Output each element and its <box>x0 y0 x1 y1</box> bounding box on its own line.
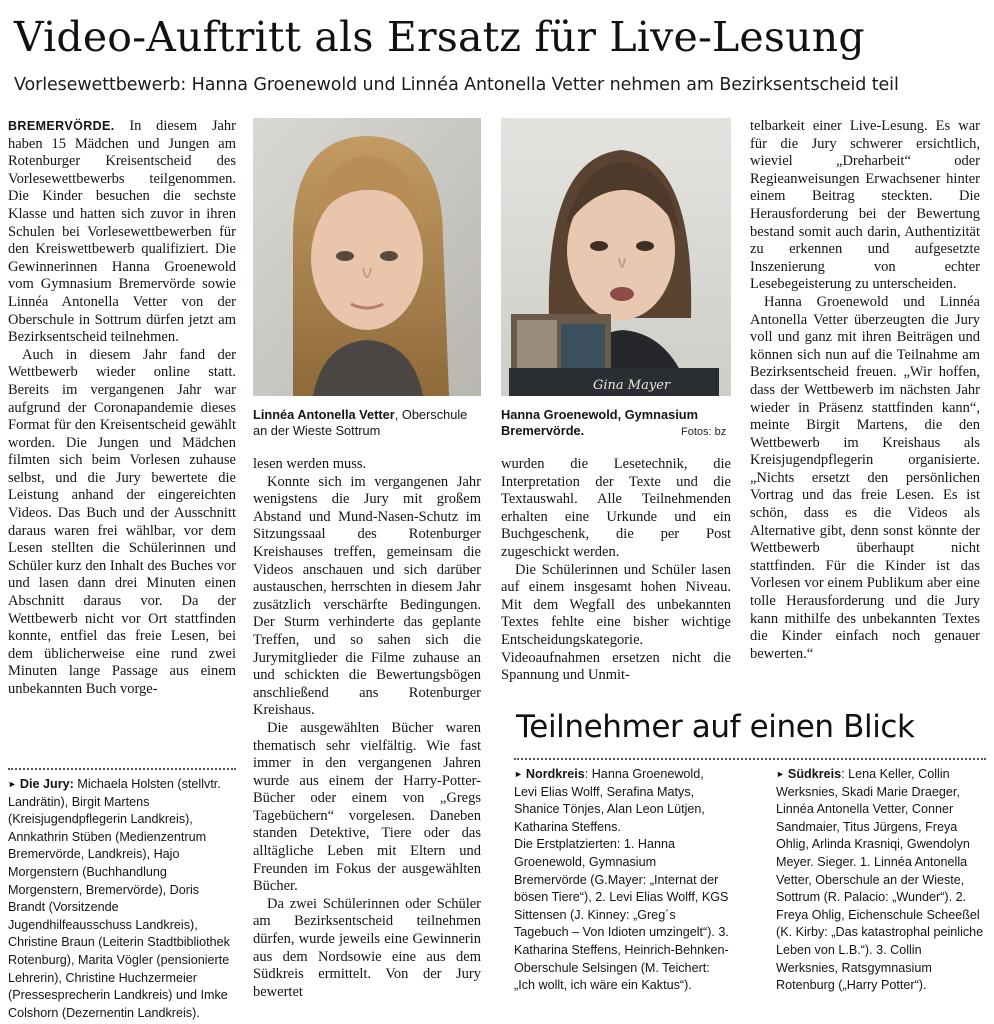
book-author-text: Gina Mayer <box>593 378 671 393</box>
paragraph: telbarkeit einer Live-Lesung. Es war für die Jury schwerer ersichtlich, wieviel „Dreharbeit“ oder Regieanweisungen Erwachsener hinter einem Beitrag steckten. Die Herausforderung bei der Bewertung bestand somit auch darin, Authentizität zu erkennen und aufgesetzte Inszenierung von echter Lesebegeisterung zu unterscheiden. <box>750 118 980 293</box>
article-column-3 <box>501 456 731 686</box>
photo-caption-left <box>253 407 481 439</box>
paragraph: Da zwei Schülerinnen oder Schüler am Bezirksentscheid teilnehmen dürfen, wurde jeweils eine Gewinnerin aus dem Nordsowie eine aus dem Südkreis ermittelt. Von der Jury bewertet <box>253 895 481 1000</box>
nordkreis-text: : Hanna Groenewold, Levi Elias Wolff, Serafina Matys, Shanice Tönjes, Alan Leon Lütjen, Katharina Steffens. <box>514 767 705 834</box>
photo-hanna-groenewold <box>501 118 731 396</box>
article-headline: Video-Auftritt als Ersatz für Live-Lesung <box>14 13 865 61</box>
paragraph: Auch in diesem Jahr fand der Wettbewerb wieder online statt. Bereits im vergangenen Jahr war aufgrund der Coronapandemie dieses Format für den Kreisentscheid gewählt worden. Die Jungen und Mädchen filmten sich beim Vorlesen zuhause selbst, und die Jury bewertete die Leistung anhand der eingereichten Videos. Das Buch und der Ausschnitt daraus waren frei wählbar, vor dem Lesen stellten die Schülerinnen und Schüler kurz den Inhalt des Buches vor und lasen dann drei Minuten einen Abschnitt daraus vor. Da der Wettbewerb nicht vor Ort stattfinden konnte, entfiel das freie Lesen, bei dem üblicherweise eine rund zwei Minuten lange Passage aus einem unbekannten Buch vorge- <box>8 346 236 697</box>
article-column-2 <box>253 456 481 1008</box>
caption-name: Hanna Groenewold <box>501 407 618 422</box>
paragraph <box>8 118 236 347</box>
paragraph: lesen werden muss. <box>253 456 367 472</box>
photo-credit: Fotos: bz <box>681 426 727 438</box>
jury-divider <box>8 768 236 770</box>
arrow-icon: ► <box>8 779 17 789</box>
participants-title: Teilnehmer auf einen Blick <box>516 709 915 745</box>
article-column-1 <box>8 118 236 750</box>
paragraph: Konnte sich im vergangenen Jahr wenigstens die Jury mit großem Abstand und Mund-Nasen-Schutz im Sitzungssaal des Rotenburger Kreishauses treffen, gemeinsam die Videos anschauen und sich darüber austauschen, herrschten in diesem Jahr zusätzlich verschärfte Bedingungen. Der Sturm verhinderte das geplante Treffen, und so sahen sich die Jurymitglieder die Filme zuhause an und schickten die Bewertungsbögen anschließend ans Rotenburger Kreishaus. <box>253 473 481 719</box>
paragraph: Die ausgewählten Bücher waren thematisch sehr vielfältig. Wie fast immer in den vergangenen Jahren wurde aus einem der Harry-Potter-Bücher oder einem von „Gregs Tagebüchern“ vorgelesen. Daneben standen Detektive, Tiere oder das alltägliche Leben mit Eltern und Freunden im Fokus der ausgewählten Bücher. <box>253 719 481 895</box>
participants-nordkreis <box>514 766 730 1012</box>
suedkreis-text: : Lena Keller, Collin Werksnies, Skadi Marie Draeger, Linnéa Antonella Vetter, Conner Sandmaier, Titus Jürgens, Freya Ohlig, Arlinda Krasniqi, Gwendolyn Meyer. Sieger. 1. Linnéa Antonella Vetter, Oberschule an der Wieste, Sottrum (R. Palacio: „Wunder“). 2. Freya Ohlig, Eichenschule Scheeßel (K. Kirby: „Das katastrophal peinliche Leben von L.B.“). 3. Collin Werksnies, Ratsgymnasium Rotenburg („Harry Potter“). <box>776 767 984 993</box>
paragraph: Hanna Groenewold und Linnéa Antonella Vetter überzeugten die Jury voll und ganz mit ihren Beiträgen und können sich nun auf die Teilnahme am Bezirksentscheid freuen. „Wir hoffen, dass der Wettbewerb im nächsten Jahr wieder in Präsenz stattfinden kann“, meinte Birgit Martens, die den Wettbewerb im Kreishaus als Kreisjugendpflegerin organisierte. „Nichts ersetzt den persönlichen Vortrag und das freie Lesen. Es ist schön, dass es die Videos als Alternative gibt, denn sonst könnte der Wettbewerb überhaupt nicht stattfinden. Für die Kinder ist das Vorlesen vor einem Publikum aber eine tolle Herausforderung und die Jury kann mithilfe des unbekannten Textes die Kinder einfach noch genauer bewerten.“ <box>750 293 980 662</box>
jury-text: Michaela Holsten (stellvtr. Landrätin), Birgit Martens (Kreisjugendpflegerin Landkreis), Annkathrin Stüben (Medienzentrum Bremervörde, Landkreis), Hajo Morgenstern (Buchhandlung Morgenstern, Bremervörde), Doris Brandt (Vorsitzende Jugendhilfeausschuss Landkreis), Christine Braun (Leiterin Stadtbibliothek Rotenburg), Marita Vögler (pensionierte Lehrerin), Christine Huchzermeier (Pressesprecherin Landkreis) und Imke Colshorn (Dezernentin Landkreis). <box>8 777 230 1020</box>
arrow-icon: ► <box>776 769 785 779</box>
portrait-image <box>253 118 481 396</box>
participants-suedkreis <box>776 766 986 1012</box>
portrait-image <box>501 118 731 396</box>
dateline: BREMERVÖRDE. <box>8 119 115 133</box>
suedkreis-label: Südkreis <box>787 767 842 781</box>
participants-divider <box>514 758 986 760</box>
article-subheadline: Vorlesewettbewerb: Hanna Groenewold und Linnéa Antonella Vetter nehmen am Bezirksentscheid teil <box>14 75 899 95</box>
jury-label: Die Jury: <box>19 777 74 791</box>
paragraph-text: In diesem Jahr haben 15 Mädchen und Jungen am Rotenburger Kreisentscheid des Vorlesewettbewerbs teilgenommen. Die Kinder besuchen die sechste Klasse und hatten sich zuvor in ihren Schulen bei Vorlesewettbewerben für den Kreiswettbewerb qualifiziert. Die Gewinnerinnen Hanna Groenewold vom Gymnasium Bremervörde sowie Linnéa Antonella Vetter von der Oberschule in Sottrum dürfen jetzt am Bezirksentscheid teilnehmen. <box>8 118 236 346</box>
nordkreis-winners: Die Erstplatzierten: 1. Hanna Groenewold, Gymnasium Bremervörde (G.Mayer: „Internat der bösen Tiere“), 2. Levi Elias Wolff, KGS Sittensen (J. Kinney: „Greg´s Tagebuch – Von Idioten umzingelt“). 3. Katharina Steffens, Heinrich-Behnken-Oberschule Selsingen (M. Teichert: „Ich wollt, ich wäre ein Kaktus“). <box>514 837 729 993</box>
paragraph: wurden die Lesetechnik, die Interpretation der Texte und die Textauswahl. Alle Teilnehmenden erhalten eine Urkunde und ein Buchgeschenk, die per Post zugeschickt werden. <box>501 456 731 560</box>
paragraph: Die Schülerinnen und Schüler lasen auf einem insgesamt hohen Niveau. Mit dem Wegfall des unbekannten Textes fehlte eine bisher wichtige Entscheidungskategorie. Videoaufnahmen ersetzen nicht die Spannung und Unmit- <box>501 561 731 684</box>
article-column-4 <box>750 118 980 690</box>
nordkreis-label: Nordkreis <box>525 767 585 781</box>
caption-text: , Gymnasium Bremervörde. <box>501 407 698 438</box>
photo-linnea-vetter <box>253 118 481 396</box>
caption-text: , Oberschule an der Wieste Sottrum <box>253 407 468 438</box>
jury-list <box>8 776 236 1020</box>
arrow-icon: ► <box>514 769 523 779</box>
caption-name: Linnéa Antonella Vetter <box>253 407 395 422</box>
